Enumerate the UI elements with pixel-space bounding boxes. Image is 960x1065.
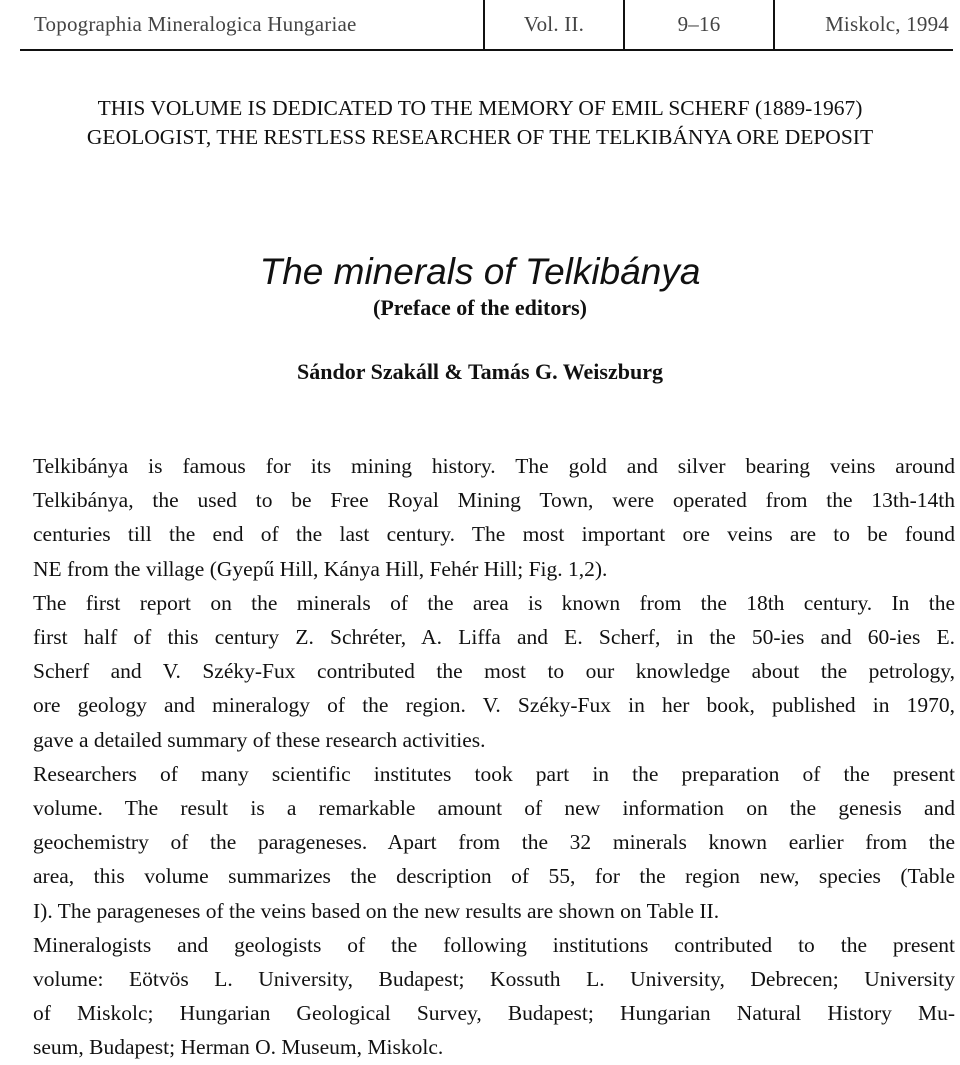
body-line: I). The parageneses of the veins based on the new results are shown on Table II.: [33, 898, 720, 923]
body-line: geochemistry of the parageneses. Apart from the 32 minerals known earlier from the: [33, 830, 955, 855]
body-text: [33, 449, 955, 1065]
article-subtitle: (Preface of the editors): [373, 295, 587, 320]
running-header: [20, 0, 953, 51]
volume-number: Vol. II.: [485, 0, 625, 49]
body-line: centuries till the end of the last century. The most important ore veins are to be found: [33, 522, 955, 547]
body-line: area, this volume summarizes the description of 55, for the region new, species (Table: [33, 864, 955, 889]
place-year: Miskolc, 1994: [825, 12, 949, 36]
body-line: Telkibánya, the used to be Free Royal Mining Town, were operated from the 13th-14th: [33, 488, 955, 513]
dedication: [30, 94, 930, 152]
body-line: first half of this century Z. Schréter, A. Liffa and E. Scherf, in the 50-ies and 60-ies E.: [33, 625, 955, 650]
body-line: Mineralogists and geologists of the following institutions contributed to the present: [33, 932, 955, 957]
body-line: Scherf and V. Széky-Fux contributed the most to our knowledge about the petrology,: [33, 659, 955, 684]
body-line: seum, Budapest; Herman O. Museum, Miskolc.: [33, 1035, 444, 1060]
dedication-line: THIS VOLUME IS DEDICATED TO THE MEMORY OF EMIL SCHERF (1889-1967): [97, 96, 863, 120]
body-line: volume. The result is a remarkable amount of new information on the genesis and: [33, 796, 955, 821]
body-line: gave a detailed summary of these research activities.: [33, 727, 486, 752]
page-range: 9–16: [625, 0, 775, 49]
article-title: The minerals of Telkibánya: [259, 251, 701, 292]
dedication-line: GEOLOGIST, THE RESTLESS RESEARCHER OF THE TELKIBÁNYA ORE DEPOSIT: [86, 125, 874, 149]
journal-name: Topographia Mineralogica Hungariae: [20, 0, 485, 49]
body-line: Researchers of many scientific institutes took part in the preparation of the present: [33, 761, 955, 786]
body-line: ore geology and mineralogy of the region. V. Széky-Fux in her book, published in 1970,: [33, 693, 955, 718]
body-line: Telkibánya is famous for its mining history. The gold and silver bearing veins around: [33, 454, 955, 478]
article-authors: Sándor Szakáll & Tamás G. Weiszburg: [297, 359, 663, 384]
body-line: volume: Eötvös L. University, Budapest; Kossuth L. University, Debrecen; University: [33, 967, 955, 992]
body-line: of Miskolc; Hungarian Geological Survey, Budapest; Hungarian Natural History Mu-: [33, 1001, 955, 1026]
body-line: NE from the village (Gyepű Hill, Kánya Hill, Fehér Hill; Fig. 1,2).: [33, 556, 608, 581]
body-line: The first report on the minerals of the area is known from the 18th century. In the: [33, 590, 955, 615]
